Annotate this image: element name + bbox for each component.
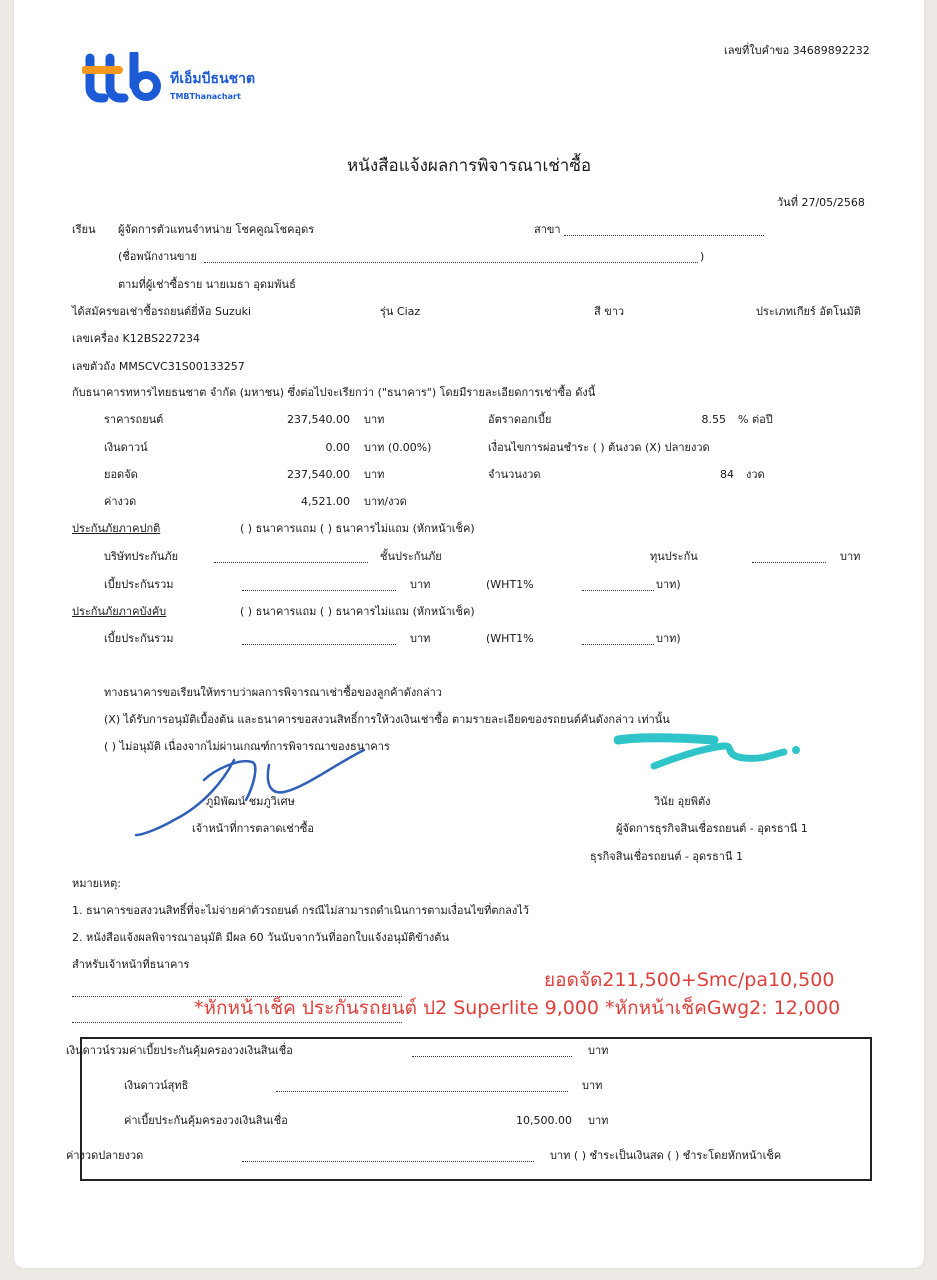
right-signer-dept: ธุรกิจสินเชื่อรถยนต์ - อุดรธานี 1 — [590, 850, 743, 863]
brand-thai: ทีเอ็มบีธนชาต — [170, 71, 256, 87]
document-date: วันที่ 27/05/2568 — [777, 196, 865, 209]
box-row3-value: 10,500.00 — [516, 1114, 572, 1127]
request-number: เลขที่ใบคำขอ 34689892232 — [724, 44, 870, 57]
rate-unit: % ต่อปี — [738, 413, 773, 426]
chassis-number: เลขตัวถัง MMSCVC31S00133257 — [72, 360, 245, 373]
price-label: ราคารถยนต์ — [104, 413, 164, 426]
document-page — [14, 0, 924, 1268]
compulsory-premium-unit: บาท — [410, 632, 431, 645]
page-title: หนังสือแจ้งผลการพิจารณาเช่าซื้อ — [347, 156, 592, 176]
installment-unit: บาท/งวด — [364, 495, 407, 508]
compulsory-premium-label: เบี้ยประกันรวม — [104, 632, 174, 645]
price-value: 237,540.00 — [287, 413, 350, 426]
box-row2-unit: บาท — [582, 1079, 603, 1092]
compulsory-wht-label: (WHT1% — [486, 632, 534, 645]
left-signer-title: เจ้าหน้าที่การตลาดเช่าซื้อ — [192, 822, 315, 835]
term-label: จำนวนงวด — [488, 468, 541, 481]
brand-en: TMBThanachart — [170, 92, 241, 101]
vehicle-gear: ประเภทเกียร์ อัตโนมัติ — [756, 305, 861, 318]
voluntary-wht-blank — [582, 580, 654, 591]
down-unit: บาท (0.00%) — [364, 441, 432, 454]
down-value: 0.00 — [325, 441, 350, 454]
box-row1-label: เงินดาวน์รวมค่าเบี้ยประกันคุ้มครองวงเงินสินเชื่อ — [66, 1044, 293, 1057]
voluntary-wht-close: บาท) — [656, 578, 681, 591]
voluntary-premium-blank — [242, 580, 396, 591]
insurance-class-label: ชั้นประกันภัย — [380, 550, 442, 563]
remark-2: 2. หนังสือแจ้งผลพิจารณาอนุมัติ มีผล 60 วันนับจากวันที่ออกใบแจ้งอนุมัติข้างต้น — [72, 931, 449, 944]
to-label: เรียน — [72, 223, 96, 236]
box-row2-blank — [276, 1081, 568, 1092]
remarks-label: หมายเหตุ: — [72, 877, 121, 890]
sales-blank — [204, 252, 698, 263]
sum-insured-label: ทุนประกัน — [650, 550, 698, 563]
sales-close: ) — [700, 250, 705, 263]
box-row3-label: ค่าเบี้ยประกันคุ้มครองวงเงินสินเชื่อ — [124, 1114, 288, 1127]
right-signer-name: วินัย อุยพิตัง — [654, 795, 711, 808]
right-signature-icon — [614, 728, 814, 778]
voluntary-insurance-options: ( ) ธนาคารแถม ( ) ธนาคารไม่แถม (หักหน้าเช็ค) — [240, 522, 475, 535]
insurance-company-label: บริษัทประกันภัย — [104, 550, 179, 563]
box-row1-blank — [412, 1046, 572, 1057]
handwritten-note-2: *หักหน้าเช็ค ประกันรถยนต์ ป2 Superlite 9,000 *หักหน้าเช็คGwg2: 12,000 — [194, 997, 841, 1019]
to-name: ผู้จัดการตัวแทนจำหน่าย โชคคูณโชคอุดร — [118, 223, 315, 236]
finance-unit: บาท — [364, 468, 385, 481]
term-value: 84 — [720, 468, 734, 481]
price-unit: บาท — [364, 413, 385, 426]
bank-intro: กับธนาคารทหารไทยธนชาต จำกัด (มหาชน) ซึ่งต่อไปจะเรียกว่า ("ธนาคาร") โดยมีรายละเอียดการเช่าซื้อ ดังนี้ — [72, 386, 596, 399]
compulsory-wht-close: บาท) — [656, 632, 681, 645]
applicant: ตามที่ผู้เช่าซื้อราย นายเมธา อุดมพันธ์ — [118, 278, 296, 291]
voluntary-premium-unit: บาท — [410, 578, 431, 591]
sales-label: (ชื่อพนักงานขาย — [118, 250, 198, 263]
voluntary-premium-label: เบี้ยประกันรวม — [104, 578, 174, 591]
finance-value: 237,540.00 — [287, 468, 350, 481]
installment-label: ค่างวด — [104, 495, 137, 508]
result-rejected: ( ) ไม่อนุมัติ เนื่องจากไม่ผ่านเกณฑ์การพิจารณาของธนาคาร — [104, 740, 390, 753]
rate-label: อัตราดอกเบี้ย — [488, 413, 552, 426]
payment-condition: เงื่อนไขการผ่อนชำระ ( ) ต้นงวด (X) ปลายงวด — [488, 441, 710, 454]
compulsory-wht-blank — [582, 634, 654, 645]
remark-1: 1. ธนาคารขอสงวนสิทธิ์ที่จะไม่จ่ายค่าตัวรถยนต์ กรณีไม่สามารถดำเนินการตามเงื่อนไขที่ตกลงไว้ — [72, 904, 529, 917]
box-row3-unit: บาท — [588, 1114, 609, 1127]
installment-value: 4,521.00 — [301, 495, 350, 508]
sum-insured-unit: บาท — [840, 550, 861, 563]
box-row2-label: เงินดาวน์สุทธิ — [124, 1079, 189, 1092]
vehicle-color: สี ขาว — [594, 305, 625, 318]
box-row4-tail: บาท ( ) ชำระเป็นเงินสด ( ) ชำระโดยหักหน้าเช็ค — [550, 1149, 782, 1162]
result-intro: ทางธนาคารขอเรียนให้ทราบว่าผลการพิจารณาเช่าซื้อของลูกค้าดังกล่าว — [104, 686, 442, 699]
branch-blank — [564, 225, 764, 236]
finance-label: ยอดจัด — [104, 468, 138, 481]
left-signer-name: ภูมิพัฒน์ ชมภูวิเศษ — [206, 795, 295, 808]
ttb-logo-icon — [82, 52, 162, 104]
vehicle-model: รุ่น Ciaz — [380, 305, 421, 318]
voluntary-wht-label: (WHT1% — [486, 578, 534, 591]
box-row4-label: ค่างวดปลายงวด — [66, 1149, 144, 1162]
term-unit: งวด — [746, 468, 765, 481]
rate-value: 8.55 — [701, 413, 726, 426]
result-approved: (X) ได้รับการอนุมัติเบื้องต้น และธนาคารขอสงวนสิทธิ์การให้วงเงินเช่าซื้อ ตามรายละเอียดของรถยนต์คันดังกล่าว เท่านั้น — [104, 713, 670, 726]
insurance-company-blank — [214, 552, 368, 563]
right-signer-title: ผู้จัดการธุรกิจสินเชื่อรถยนต์ - อุดรธานี 1 — [616, 822, 808, 835]
handwritten-note-1: ยอดจัด211,500+Smc/pa10,500 — [544, 969, 835, 991]
compulsory-premium-blank — [242, 634, 396, 645]
bank-only-label: สำหรับเจ้าหน้าที่ธนาคาร — [72, 958, 190, 971]
voluntary-insurance-label: ประกันภัยภาคปกติ — [72, 522, 161, 535]
branch-label: สาขา — [534, 223, 561, 236]
down-label: เงินดาวน์ — [104, 441, 148, 454]
vehicle-brand: ได้สมัครขอเช่าซื้อรถยนต์ยี่ห้อ Suzuki — [72, 305, 252, 318]
box-row4-blank — [242, 1151, 534, 1162]
box-row1-unit: บาท — [588, 1044, 609, 1057]
sum-insured-blank — [752, 552, 826, 563]
compulsory-insurance-options: ( ) ธนาคารแถม ( ) ธนาคารไม่แถม (หักหน้าเช็ค) — [240, 605, 475, 618]
engine-number: เลขเครื่อง K12BS227234 — [72, 332, 201, 345]
compulsory-insurance-label: ประกันภัยภาคบังคับ — [72, 605, 167, 618]
